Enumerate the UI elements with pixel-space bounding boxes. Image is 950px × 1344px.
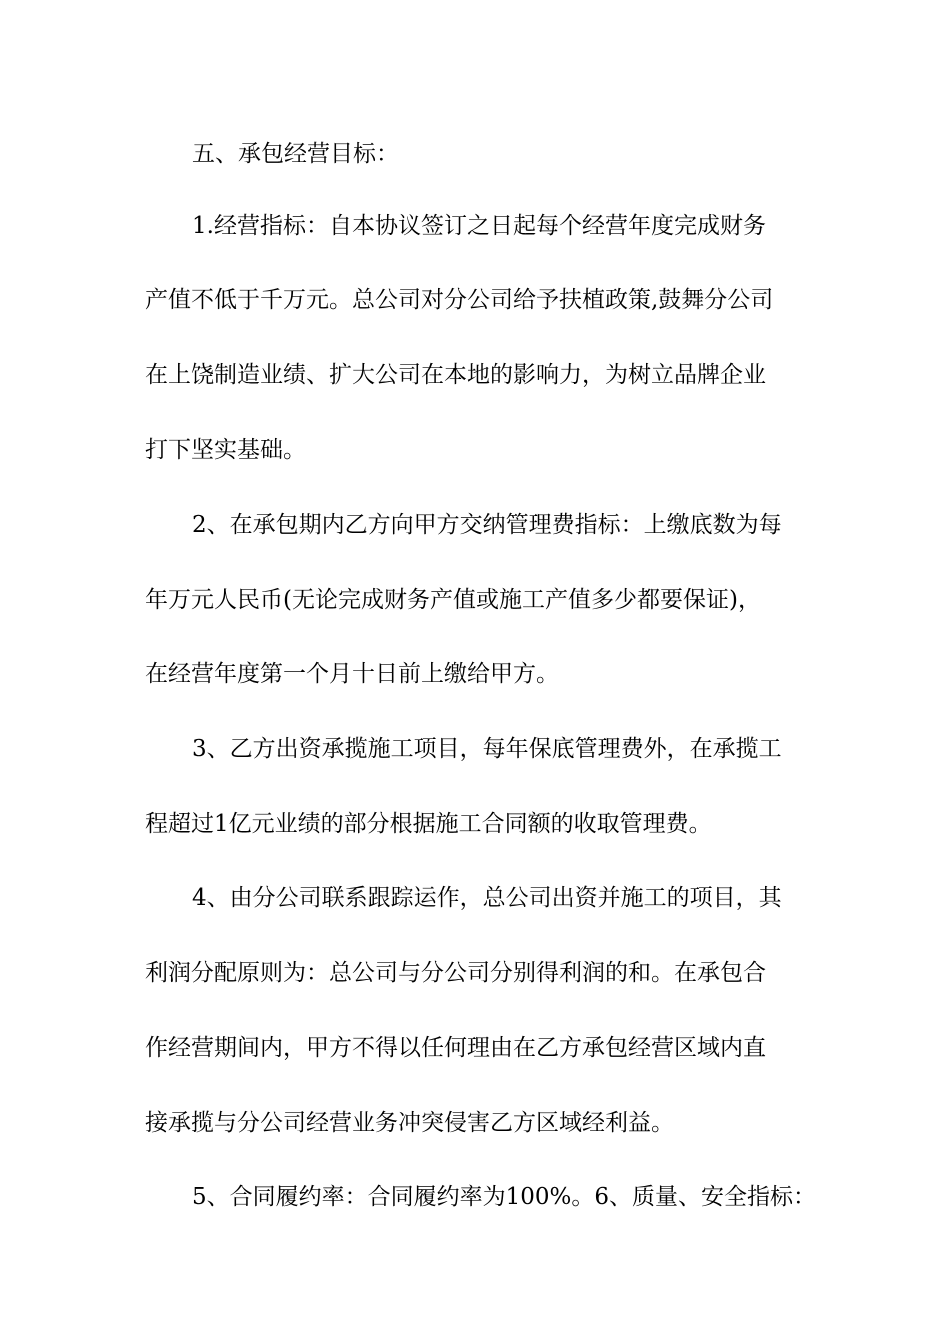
paragraph-line: 年万元人民币(无论完成财务产值或施工产值多少都要保证)， bbox=[145, 587, 761, 613]
paragraph-line: 1.经营指标：自本协议签订之日起每个经营年度完成财务 bbox=[192, 213, 766, 239]
paragraph-line: 作经营期间内，甲方不得以任何理由在乙方承包经营区域内直 bbox=[145, 1035, 766, 1061]
paragraph-line: 程超过1亿元业绩的部分根据施工合同额的收取管理费。 bbox=[145, 811, 712, 837]
paragraph-line: 在上饶制造业绩、扩大公司在本地的影响力，为树立品牌企业 bbox=[145, 362, 766, 388]
paragraph-line: 在经营年度第一个月十日前上缴给甲方。 bbox=[145, 661, 559, 687]
paragraph-line: 接承揽与分公司经营业务冲突侵害乙方区域经利益。 bbox=[145, 1110, 674, 1136]
paragraph-line: 利润分配原则为：总公司与分公司分别得利润的和。在承包合 bbox=[145, 960, 766, 986]
paragraph-line: 产值不低于千万元。总公司对分公司给予扶植政策,鼓舞分公司 bbox=[145, 287, 774, 313]
paragraph-line: 2、在承包期内乙方向甲方交纳管理费指标：上缴底数为每 bbox=[192, 512, 782, 538]
section-heading: 五、承包经营目标： bbox=[192, 141, 399, 167]
paragraph-line: 打下坚实基础。 bbox=[145, 437, 306, 463]
paragraph-line: 4、由分公司联系跟踪运作，总公司出资并施工的项目，其 bbox=[192, 885, 782, 911]
paragraph-line: 3、乙方出资承揽施工项目，每年保底管理费外，在承揽工 bbox=[192, 736, 782, 762]
paragraph-line: 5、合同履约率：合同履约率为100%。6、质量、安全指标： bbox=[192, 1184, 817, 1210]
